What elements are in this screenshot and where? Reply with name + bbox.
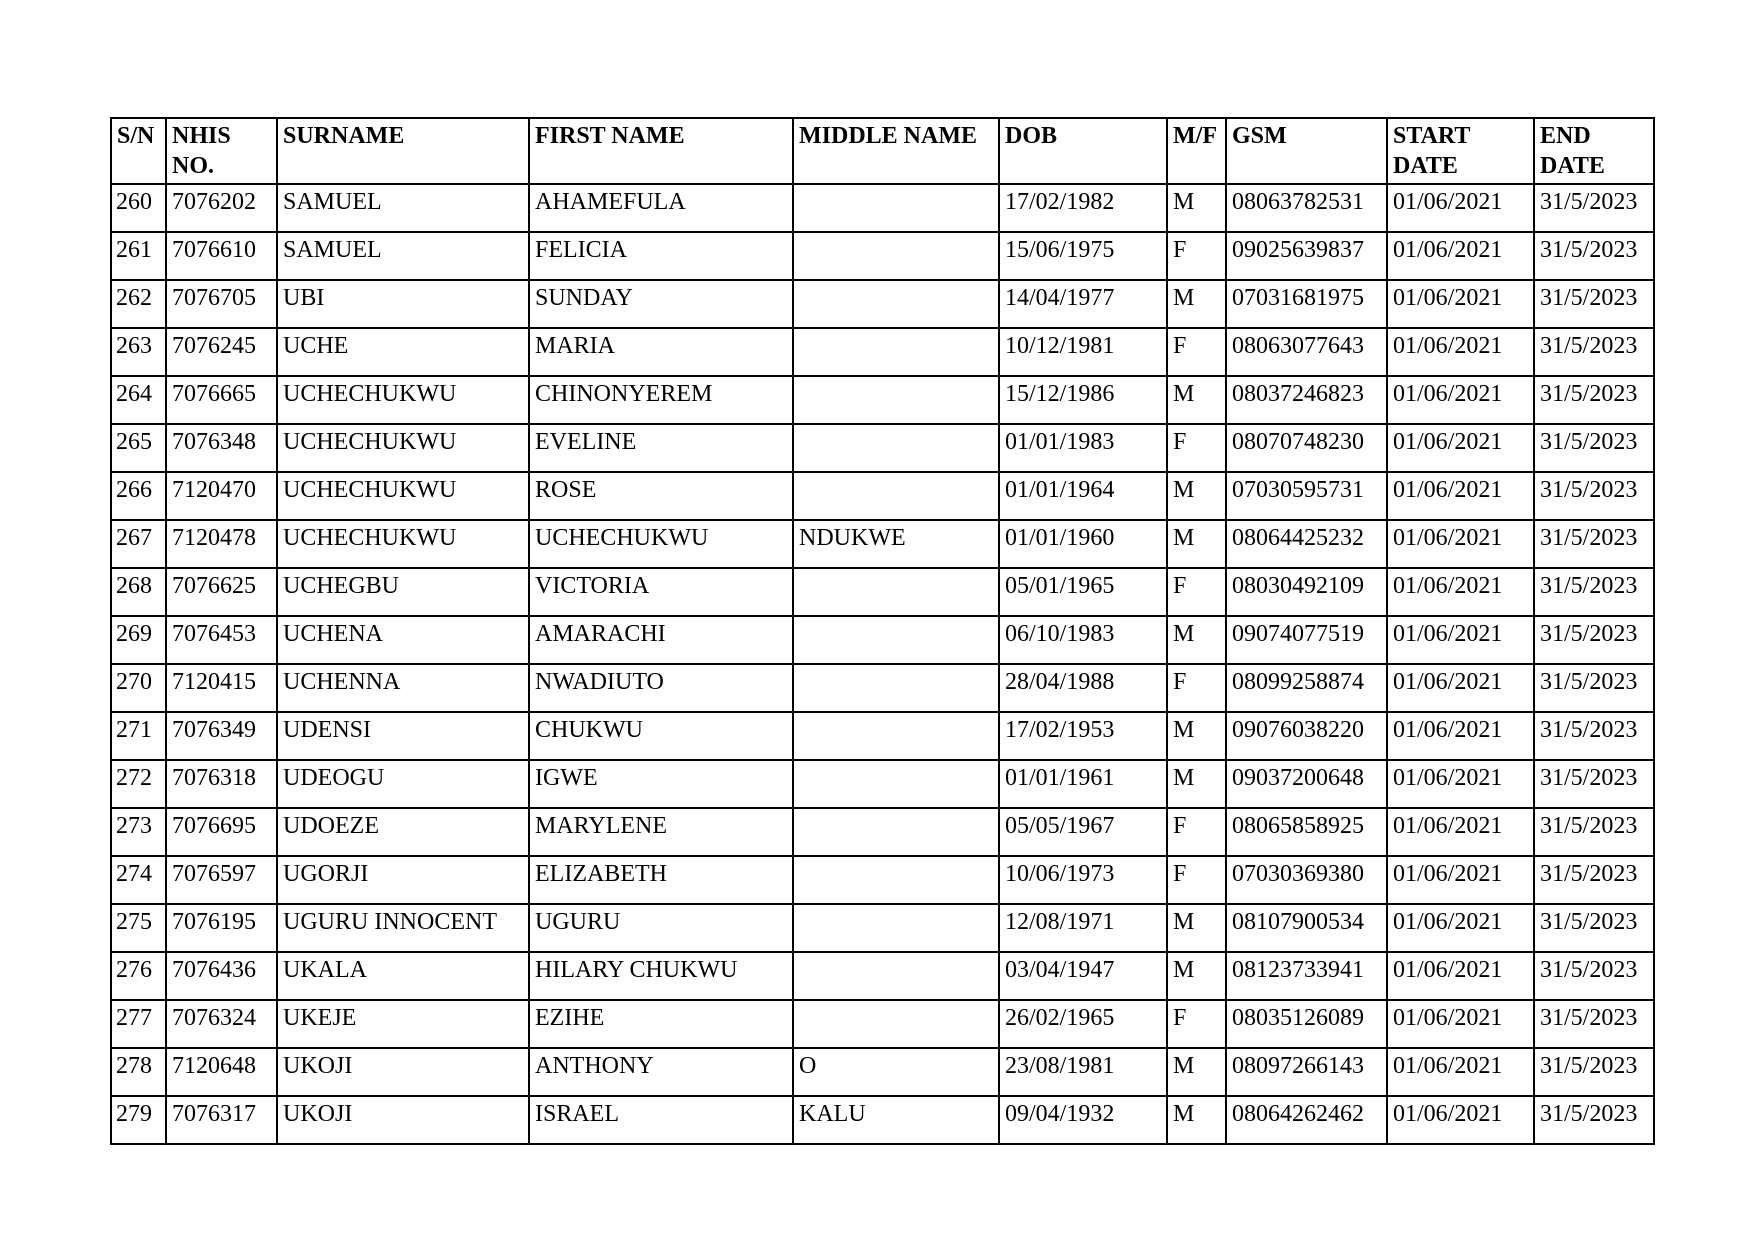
cell-dob: 01/01/1960 [999, 520, 1167, 568]
table-body [111, 184, 1654, 1144]
cell-start-date: 01/06/2021 [1387, 856, 1534, 904]
cell-sn: 263 [111, 328, 166, 376]
cell-end-date: 31/5/2023 [1534, 328, 1654, 376]
cell-gsm: 08063782531 [1226, 184, 1387, 232]
cell-first-name: MARYLENE [529, 808, 793, 856]
table-row [111, 616, 1654, 664]
cell-dob: 15/06/1975 [999, 232, 1167, 280]
cell-gsm: 08037246823 [1226, 376, 1387, 424]
cell-sn: 265 [111, 424, 166, 472]
cell-nhis-no: 7120648 [166, 1048, 277, 1096]
cell-first-name: UCHECHUKWU [529, 520, 793, 568]
cell-sex: F [1167, 424, 1226, 472]
table-row [111, 904, 1654, 952]
cell-first-name: ELIZABETH [529, 856, 793, 904]
cell-gsm: 09025639837 [1226, 232, 1387, 280]
cell-dob: 17/02/1982 [999, 184, 1167, 232]
cell-sex: M [1167, 472, 1226, 520]
cell-surname: UDEOGU [277, 760, 529, 808]
cell-end-date: 31/5/2023 [1534, 472, 1654, 520]
cell-surname: UCHE [277, 328, 529, 376]
cell-sex: F [1167, 664, 1226, 712]
table-row [111, 1000, 1654, 1048]
cell-start-date: 01/06/2021 [1387, 424, 1534, 472]
cell-sn: 260 [111, 184, 166, 232]
cell-dob: 06/10/1983 [999, 616, 1167, 664]
cell-gsm: 08030492109 [1226, 568, 1387, 616]
cell-surname: UGURU INNOCENT [277, 904, 529, 952]
cell-sex: M [1167, 184, 1226, 232]
cell-nhis-no: 7076453 [166, 616, 277, 664]
cell-sn: 272 [111, 760, 166, 808]
cell-nhis-no: 7076317 [166, 1096, 277, 1144]
cell-middle-name: O [793, 1048, 999, 1096]
table-row [111, 328, 1654, 376]
cell-end-date: 31/5/2023 [1534, 712, 1654, 760]
cell-end-date: 31/5/2023 [1534, 232, 1654, 280]
cell-sex: F [1167, 856, 1226, 904]
cell-first-name: AHAMEFULA [529, 184, 793, 232]
cell-gsm: 07030369380 [1226, 856, 1387, 904]
cell-surname: SAMUEL [277, 184, 529, 232]
cell-start-date: 01/06/2021 [1387, 760, 1534, 808]
cell-dob: 09/04/1932 [999, 1096, 1167, 1144]
cell-middle-name: NDUKWE [793, 520, 999, 568]
cell-middle-name [793, 712, 999, 760]
table-header [111, 118, 1654, 184]
cell-dob: 03/04/1947 [999, 952, 1167, 1000]
cell-sex: F [1167, 808, 1226, 856]
cell-nhis-no: 7076665 [166, 376, 277, 424]
cell-dob: 10/12/1981 [999, 328, 1167, 376]
cell-sn: 261 [111, 232, 166, 280]
cell-first-name: FELICIA [529, 232, 793, 280]
column-header-dob: DOB [999, 118, 1167, 184]
cell-nhis-no: 7076625 [166, 568, 277, 616]
cell-sex: M [1167, 760, 1226, 808]
cell-end-date: 31/5/2023 [1534, 760, 1654, 808]
cell-gsm: 08070748230 [1226, 424, 1387, 472]
cell-end-date: 31/5/2023 [1534, 904, 1654, 952]
cell-gsm: 07030595731 [1226, 472, 1387, 520]
cell-sn: 278 [111, 1048, 166, 1096]
cell-sn: 277 [111, 1000, 166, 1048]
cell-end-date: 31/5/2023 [1534, 616, 1654, 664]
table-row [111, 952, 1654, 1000]
cell-sn: 262 [111, 280, 166, 328]
table-row [111, 760, 1654, 808]
cell-nhis-no: 7076195 [166, 904, 277, 952]
cell-sex: F [1167, 1000, 1226, 1048]
cell-end-date: 31/5/2023 [1534, 280, 1654, 328]
cell-surname: UKOJI [277, 1048, 529, 1096]
cell-sn: 264 [111, 376, 166, 424]
cell-sex: M [1167, 1048, 1226, 1096]
cell-nhis-no: 7076436 [166, 952, 277, 1000]
cell-gsm: 08065858925 [1226, 808, 1387, 856]
cell-first-name: EVELINE [529, 424, 793, 472]
column-header-middle-name: MIDDLE NAME [793, 118, 999, 184]
cell-gsm: 08097266143 [1226, 1048, 1387, 1096]
cell-end-date: 31/5/2023 [1534, 424, 1654, 472]
table-row [111, 664, 1654, 712]
cell-start-date: 01/06/2021 [1387, 952, 1534, 1000]
cell-dob: 12/08/1971 [999, 904, 1167, 952]
cell-gsm: 08063077643 [1226, 328, 1387, 376]
table-row [111, 232, 1654, 280]
cell-nhis-no: 7076245 [166, 328, 277, 376]
cell-first-name: HILARY CHUKWU [529, 952, 793, 1000]
cell-surname: UCHEGBU [277, 568, 529, 616]
cell-first-name: EZIHE [529, 1000, 793, 1048]
cell-end-date: 31/5/2023 [1534, 376, 1654, 424]
cell-surname: UCHECHUKWU [277, 376, 529, 424]
cell-nhis-no: 7076318 [166, 760, 277, 808]
column-header-sn: S/N [111, 118, 166, 184]
cell-middle-name [793, 472, 999, 520]
cell-nhis-no: 7120478 [166, 520, 277, 568]
table-row [111, 856, 1654, 904]
cell-surname: UKALA [277, 952, 529, 1000]
table-row [111, 1048, 1654, 1096]
cell-start-date: 01/06/2021 [1387, 1048, 1534, 1096]
table-row [111, 520, 1654, 568]
cell-surname: UBI [277, 280, 529, 328]
cell-end-date: 31/5/2023 [1534, 1096, 1654, 1144]
cell-sn: 279 [111, 1096, 166, 1144]
cell-end-date: 31/5/2023 [1534, 1048, 1654, 1096]
cell-middle-name [793, 376, 999, 424]
cell-nhis-no: 7076324 [166, 1000, 277, 1048]
cell-dob: 26/02/1965 [999, 1000, 1167, 1048]
table-row [111, 376, 1654, 424]
cell-middle-name [793, 808, 999, 856]
cell-surname: UGORJI [277, 856, 529, 904]
cell-sex: M [1167, 520, 1226, 568]
column-header-first-name: FIRST NAME [529, 118, 793, 184]
table-row [111, 1096, 1654, 1144]
cell-start-date: 01/06/2021 [1387, 472, 1534, 520]
cell-gsm: 09037200648 [1226, 760, 1387, 808]
cell-dob: 23/08/1981 [999, 1048, 1167, 1096]
cell-start-date: 01/06/2021 [1387, 328, 1534, 376]
cell-end-date: 31/5/2023 [1534, 184, 1654, 232]
cell-end-date: 31/5/2023 [1534, 520, 1654, 568]
cell-start-date: 01/06/2021 [1387, 184, 1534, 232]
cell-sex: F [1167, 232, 1226, 280]
cell-middle-name [793, 184, 999, 232]
cell-nhis-no: 7076349 [166, 712, 277, 760]
cell-sex: M [1167, 616, 1226, 664]
cell-surname: UCHENA [277, 616, 529, 664]
cell-sn: 274 [111, 856, 166, 904]
cell-end-date: 31/5/2023 [1534, 856, 1654, 904]
cell-middle-name [793, 856, 999, 904]
cell-sn: 276 [111, 952, 166, 1000]
cell-surname: UDENSI [277, 712, 529, 760]
cell-start-date: 01/06/2021 [1387, 568, 1534, 616]
header-row [111, 118, 1654, 184]
cell-middle-name [793, 760, 999, 808]
cell-gsm: 08107900534 [1226, 904, 1387, 952]
cell-start-date: 01/06/2021 [1387, 808, 1534, 856]
cell-middle-name [793, 328, 999, 376]
cell-middle-name [793, 568, 999, 616]
cell-end-date: 31/5/2023 [1534, 952, 1654, 1000]
cell-end-date: 31/5/2023 [1534, 808, 1654, 856]
cell-sn: 267 [111, 520, 166, 568]
cell-start-date: 01/06/2021 [1387, 280, 1534, 328]
cell-sex: M [1167, 904, 1226, 952]
cell-sn: 268 [111, 568, 166, 616]
cell-sn: 271 [111, 712, 166, 760]
cell-first-name: VICTORIA [529, 568, 793, 616]
table-row [111, 424, 1654, 472]
cell-middle-name: KALU [793, 1096, 999, 1144]
cell-dob: 10/06/1973 [999, 856, 1167, 904]
cell-sex: M [1167, 1096, 1226, 1144]
table-row [111, 568, 1654, 616]
cell-surname: SAMUEL [277, 232, 529, 280]
beneficiary-table [110, 117, 1655, 1145]
cell-dob: 14/04/1977 [999, 280, 1167, 328]
cell-gsm: 08064425232 [1226, 520, 1387, 568]
table-row [111, 472, 1654, 520]
cell-first-name: MARIA [529, 328, 793, 376]
cell-sex: M [1167, 376, 1226, 424]
cell-sex: M [1167, 712, 1226, 760]
cell-dob: 15/12/1986 [999, 376, 1167, 424]
cell-first-name: ISRAEL [529, 1096, 793, 1144]
cell-start-date: 01/06/2021 [1387, 376, 1534, 424]
cell-first-name: ANTHONY [529, 1048, 793, 1096]
table-row [111, 808, 1654, 856]
cell-first-name: NWADIUTO [529, 664, 793, 712]
cell-dob: 01/01/1961 [999, 760, 1167, 808]
cell-first-name: UGURU [529, 904, 793, 952]
cell-surname: UCHECHUKWU [277, 472, 529, 520]
cell-surname: UKEJE [277, 1000, 529, 1048]
cell-sex: M [1167, 952, 1226, 1000]
cell-sn: 270 [111, 664, 166, 712]
cell-first-name: ROSE [529, 472, 793, 520]
cell-middle-name [793, 424, 999, 472]
cell-surname: UCHECHUKWU [277, 520, 529, 568]
cell-dob: 05/05/1967 [999, 808, 1167, 856]
cell-end-date: 31/5/2023 [1534, 664, 1654, 712]
cell-sex: F [1167, 328, 1226, 376]
cell-start-date: 01/06/2021 [1387, 712, 1534, 760]
column-header-gsm: GSM [1226, 118, 1387, 184]
cell-start-date: 01/06/2021 [1387, 520, 1534, 568]
cell-nhis-no: 7076610 [166, 232, 277, 280]
cell-gsm: 09074077519 [1226, 616, 1387, 664]
cell-dob: 17/02/1953 [999, 712, 1167, 760]
column-header-start-date: START DATE [1387, 118, 1534, 184]
cell-first-name: SUNDAY [529, 280, 793, 328]
cell-first-name: CHUKWU [529, 712, 793, 760]
cell-surname: UCHENNA [277, 664, 529, 712]
cell-nhis-no: 7076597 [166, 856, 277, 904]
cell-gsm: 08064262462 [1226, 1096, 1387, 1144]
cell-nhis-no: 7120470 [166, 472, 277, 520]
cell-surname: UCHECHUKWU [277, 424, 529, 472]
cell-first-name: IGWE [529, 760, 793, 808]
cell-gsm: 08123733941 [1226, 952, 1387, 1000]
table-row [111, 280, 1654, 328]
cell-gsm: 08099258874 [1226, 664, 1387, 712]
cell-middle-name [793, 280, 999, 328]
cell-sex: F [1167, 568, 1226, 616]
cell-dob: 01/01/1964 [999, 472, 1167, 520]
cell-middle-name [793, 664, 999, 712]
cell-nhis-no: 7076202 [166, 184, 277, 232]
cell-nhis-no: 7076695 [166, 808, 277, 856]
cell-middle-name [793, 232, 999, 280]
cell-surname: UDOEZE [277, 808, 529, 856]
column-header-nhis-no: NHIS NO. [166, 118, 277, 184]
column-header-sex: M/F [1167, 118, 1226, 184]
cell-dob: 05/01/1965 [999, 568, 1167, 616]
cell-end-date: 31/5/2023 [1534, 568, 1654, 616]
cell-sex: M [1167, 280, 1226, 328]
cell-sn: 269 [111, 616, 166, 664]
cell-start-date: 01/06/2021 [1387, 1096, 1534, 1144]
cell-middle-name [793, 1000, 999, 1048]
cell-gsm: 08035126089 [1226, 1000, 1387, 1048]
cell-start-date: 01/06/2021 [1387, 664, 1534, 712]
cell-dob: 28/04/1988 [999, 664, 1167, 712]
cell-start-date: 01/06/2021 [1387, 232, 1534, 280]
column-header-surname: SURNAME [277, 118, 529, 184]
cell-start-date: 01/06/2021 [1387, 616, 1534, 664]
cell-dob: 01/01/1983 [999, 424, 1167, 472]
cell-nhis-no: 7076348 [166, 424, 277, 472]
cell-surname: UKOJI [277, 1096, 529, 1144]
cell-first-name: AMARACHI [529, 616, 793, 664]
cell-nhis-no: 7120415 [166, 664, 277, 712]
column-header-end-date: END DATE [1534, 118, 1654, 184]
cell-sn: 273 [111, 808, 166, 856]
cell-sn: 266 [111, 472, 166, 520]
cell-start-date: 01/06/2021 [1387, 904, 1534, 952]
table-row [111, 184, 1654, 232]
cell-sn: 275 [111, 904, 166, 952]
cell-middle-name [793, 952, 999, 1000]
cell-middle-name [793, 904, 999, 952]
cell-end-date: 31/5/2023 [1534, 1000, 1654, 1048]
cell-gsm: 07031681975 [1226, 280, 1387, 328]
cell-first-name: CHINONYEREM [529, 376, 793, 424]
cell-start-date: 01/06/2021 [1387, 1000, 1534, 1048]
cell-nhis-no: 7076705 [166, 280, 277, 328]
cell-middle-name [793, 616, 999, 664]
table-row [111, 712, 1654, 760]
cell-gsm: 09076038220 [1226, 712, 1387, 760]
